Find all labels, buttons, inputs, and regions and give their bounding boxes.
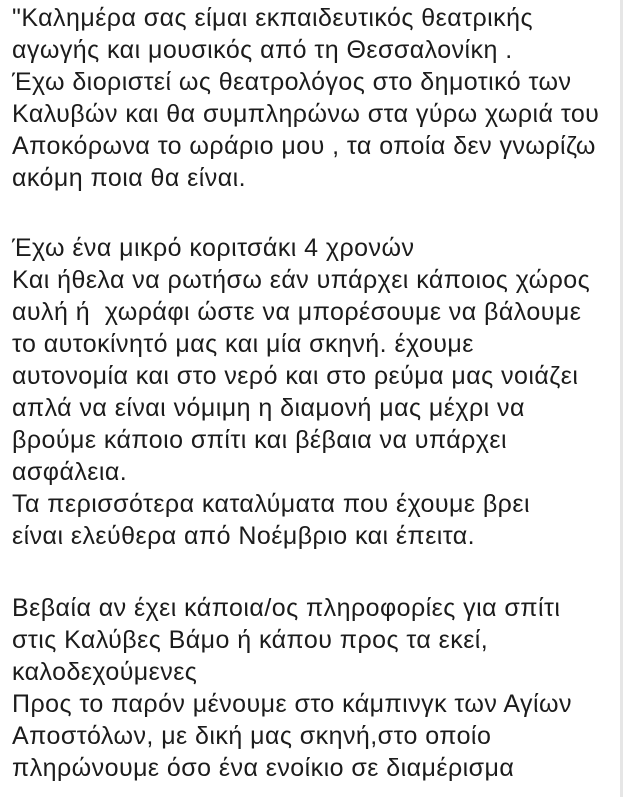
post-text-line: αυτονομία και στο νερό και στο ρεύμα μας νοιάζει: [12, 362, 579, 390]
post-text-line: ακόμη ποια θα είναι.: [12, 164, 247, 192]
post-text-line: είναι ελεύθερα από Νοέμβριο και έπειτα.: [12, 522, 476, 550]
post-text-line: το αυτοκίνητό μας και μία σκηνή. έχουμε: [12, 330, 474, 358]
post-text-line: Έχω ένα μικρό κοριτσάκι 4 χρονών: [12, 234, 415, 262]
post-text-line: βρούμε κάποιο σπίτι και βέβαια να υπάρχει: [12, 426, 508, 454]
post-text-line: ασφάλεια.: [12, 458, 128, 486]
post-text-line: στις Καλύβες Βάμο ή κάπου προς τα εκεί,: [12, 626, 489, 654]
post-text-line: "Καλημέρα σας είμαι εκπαιδευτικός θεατρικής: [12, 4, 533, 32]
post-text-line: αγωγής και μουσικός από τη Θεσσαλονίκη .: [12, 36, 513, 64]
post-text-line: Τα περισσότερα καταλύματα που έχουμε βρει: [12, 490, 530, 518]
post-text-line: αυλή ή χωράφι ώστε να μπορέσουμε να βάλουμε: [12, 298, 582, 326]
post-text-line: πληρώνουμε όσο ένα ενοίκιο σε διαμέρισμα: [12, 754, 515, 782]
post-text-line: Έχω διοριστεί ως θεατρολόγος στο δημοτικό των: [12, 68, 572, 96]
post-text-line: Καλυβών και θα συμπληρώνω στα γύρω χωριά του: [12, 100, 600, 128]
post-text-line: Και ήθελα να ρωτήσω εάν υπάρχει κάποιος χώρος: [12, 266, 591, 294]
post-text-line: Αποκόρωνα το ωράριο μου , τα οποία δεν γνωρίζω: [12, 132, 596, 160]
post-text-line: καλοδεχούμενες: [12, 658, 198, 686]
post-text-line: Προς το παρόν μένουμε στο κάμπινγκ των Αγίων: [12, 690, 572, 718]
post-text-line: Αποστόλων, με δική μας σκηνή,στο οποίο: [12, 722, 492, 750]
post-text-line: απλά να είναι νόμιμη η διαμονή μας μέχρι να: [12, 394, 525, 422]
post-text-line: Βεβαία αν έχει κάποια/ος πληροφορίες για σπίτι: [12, 594, 561, 622]
